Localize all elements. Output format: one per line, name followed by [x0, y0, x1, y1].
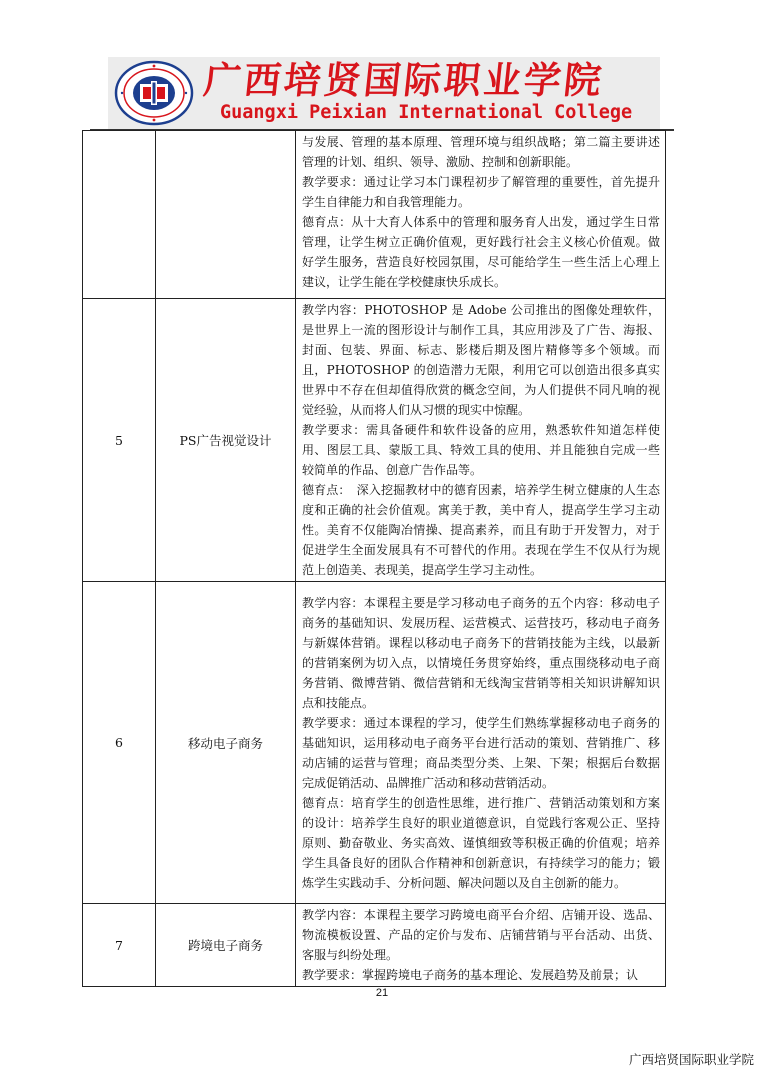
- course-name: 移动电子商务: [156, 582, 296, 904]
- description-paragraph: 教学要求：掌握跨境电子商务的基本理论、发展趋势及前景；认: [302, 968, 639, 982]
- course-name: [156, 131, 296, 299]
- course-description: [296, 131, 666, 299]
- description-paragraph: 教学要求：通过本课程的学习，使学生们熟练掌握移动电子商务的基础知识，运用移动电子商务平台进行活动的策划、营销推广、移动店铺的运营与管理；商品类型分类、上架、下架；根据后台数据完成促销活动、品牌推广活动和移动营销活动。: [302, 715, 660, 790]
- course-name: 跨境电子商务: [156, 904, 296, 987]
- table-row: [83, 582, 666, 904]
- course-table: [82, 130, 666, 987]
- college-logo-icon: [114, 60, 194, 126]
- table-row: [83, 131, 666, 299]
- table-row: [83, 299, 666, 582]
- course-number: 5: [83, 299, 156, 582]
- course-number: 7: [83, 904, 156, 987]
- course-description: [296, 299, 666, 582]
- header-banner: [108, 57, 660, 129]
- course-description: [296, 582, 666, 904]
- description-paragraph: 教学内容：PHOTOSHOP 是 Adobe 公司推出的图像处理软件，是世界上一流的图形设计与制作工具，其应用涉及了广告、海报、封面、包装、界面、标志、影楼后期及图片精修等多个领域。而且，PHOTOSHOP 的创造潜力无限，利用它可以创造出很多真实世界中不存在但却值得欣赏的概念空间，为人们提供不同凡响的视觉经验，从而将人们从习惯的现实中惊醒。: [302, 303, 660, 417]
- course-number: [83, 131, 156, 299]
- description-paragraph: 教学要求：通过让学习本门课程初步了解管理的重要性，首先提升学生自律能力和自我管理能力。: [302, 175, 660, 209]
- description-paragraph: 教学内容：本课程主要是学习移动电子商务的五个内容：移动电子商务的基础知识、发展历程、运营模式、运营技巧，移动电子商务与新媒体营销。课程以移动电子商务下的营销技能为主线，以最新的营销案例为切入点，以情境任务贯穿始终，重点围绕移动电子商务营销、微博营销、微信营销和无线淘宝营销等相关知识讲解知识点和技能点。: [302, 595, 660, 710]
- course-name: PS广告视觉设计: [156, 299, 296, 582]
- description-paragraph: 德育点： 深入挖掘教材中的德育因素，培养学生树立健康的人生态度和正确的社会价值观。寓美于教，美中育人，提高学生学习主动性。美育不仅能陶冶情操、提高素养，而且有助于开发智力，对于促进学生全面发展具有不可替代的作用。表现在学生不仅从行为规范上创造美、表现美，提高学生学习主动性。: [302, 483, 660, 577]
- description-paragraph: 与发展、管理的基本原理、管理环境与组织战略；第二篇主要讲述管理的计划、组织、领导、激励、控制和创新职能。: [302, 135, 660, 169]
- description-paragraph: 德育点：培育学生的创造性思维，进行推广、营销活动策划和方案的设计：培养学生良好的职业道德意识，自觉践行客观公正、坚持原则、勤奋敬业、务实高效、谨慎细致等积极正确的价值观；培养学生具备良好的团队合作精神和创新意识，有持续学习的能力；锻炼学生实践动手、分析问题、解决问题以及自主创新的能力。: [302, 795, 660, 890]
- course-description: [296, 904, 666, 987]
- table-row: [83, 904, 666, 987]
- footer-school-name: 广西培贤国际职业学院: [628, 1052, 754, 1067]
- school-name-cn: 广西培贤国际职业学院: [201, 58, 607, 102]
- description-paragraph: 教学内容：本课程主要学习跨境电商平台介绍、店铺开设、选品、物流模板设置、产品的定价与发布、店铺营销与平台活动、出货、客服与纠纷处理。: [302, 908, 660, 962]
- description-paragraph: 教学要求：需具备硬件和软件设备的应用，熟悉软件知道怎样使用、图层工具、蒙版工具、特效工具的使用、并且能独自完成一些较简单的作品、创意广告作品等。: [302, 423, 660, 477]
- course-number: 6: [83, 582, 156, 904]
- description-paragraph: 德育点：从十大育人体系中的管理和服务育人出发，通过学生日常管理，让学生树立正确价值观，更好践行社会主义核心价值观。做好学生服务，营造良好校园氛围，尽可能给学生一些生活上心理上建议，让学生能在学校健康快乐成长。: [302, 215, 660, 289]
- school-name-en: Guangxi Peixian International College: [220, 102, 633, 123]
- page-number: 21: [375, 987, 389, 999]
